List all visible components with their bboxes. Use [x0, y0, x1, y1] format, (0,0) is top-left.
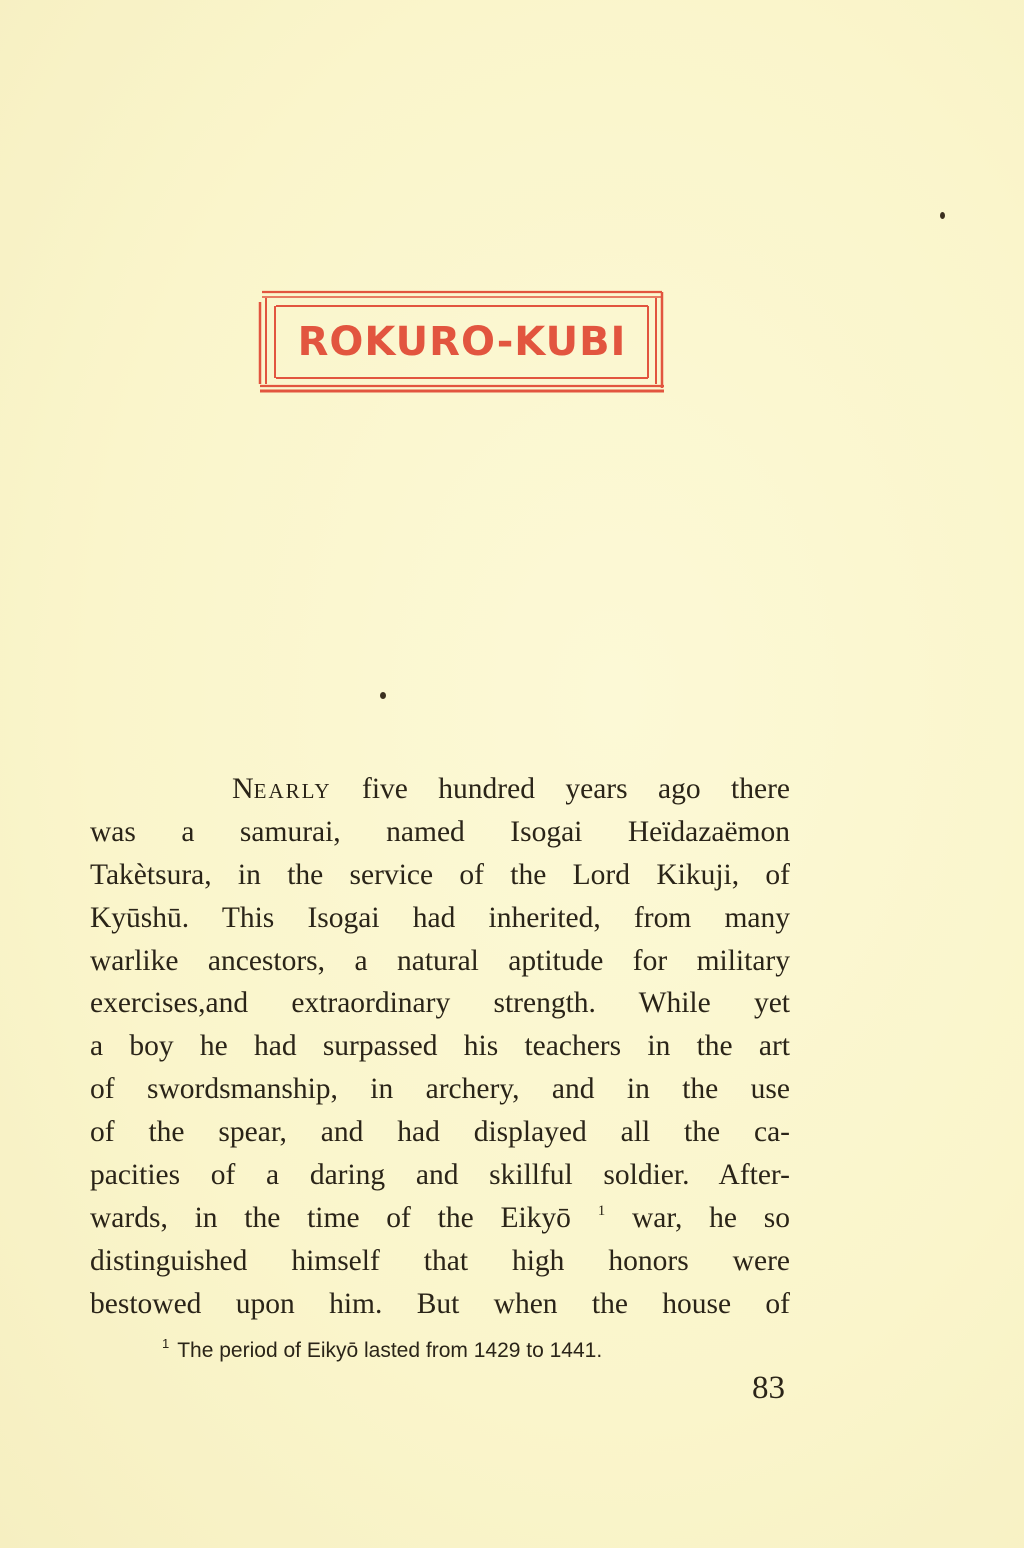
text-line: Kyūshū. This Isogai had inherited, from many	[90, 901, 790, 934]
text-line: distinguished himself that high honors were	[90, 1244, 790, 1277]
text-line: was a samurai, named Isogai Heïdazaëmon	[90, 815, 790, 848]
footnote	[162, 1336, 762, 1366]
chapter-title-plaque	[256, 288, 666, 396]
footnote-reference: 1	[597, 1202, 606, 1219]
page-number: 83	[752, 1370, 785, 1406]
text-line: exercises,and extraordinary strength. While yet	[90, 987, 790, 1020]
ink-speck	[940, 212, 945, 219]
drop-cap-letter: N	[232, 772, 254, 805]
text-line: pacities of a daring and skillful soldier. After-	[90, 1159, 790, 1192]
text-line	[90, 768, 790, 811]
text-line: bestowed upon him. But when the house of	[90, 1287, 790, 1320]
footnote-text: The period of Eikyō lasted from 1429 to 1441.	[177, 1339, 603, 1362]
footnote-marker: 1	[162, 1336, 170, 1351]
ink-speck	[380, 692, 386, 699]
text-line: a boy he had surpassed his teachers in the art	[90, 1030, 790, 1063]
text-line: of the spear, and had displayed all the ca-	[90, 1116, 790, 1149]
text-line: warlike ancestors, a natural aptitude for military	[90, 944, 790, 977]
small-caps-word: EARLY	[253, 779, 332, 803]
text-line-content: five hundred years ago there	[331, 773, 790, 805]
text-line-content: wards, in the time of the Eikyō	[90, 1201, 571, 1234]
text-line-content: war, he so	[632, 1201, 791, 1234]
text-line: of swordsmanship, in archery, and in the use	[90, 1073, 790, 1106]
text-line	[90, 1197, 790, 1240]
chapter-title: ROKURO-KUBI	[297, 319, 627, 365]
text-line: Takètsura, in the service of the Lord Kikuji, of	[90, 858, 790, 891]
body-paragraph	[90, 768, 790, 1326]
